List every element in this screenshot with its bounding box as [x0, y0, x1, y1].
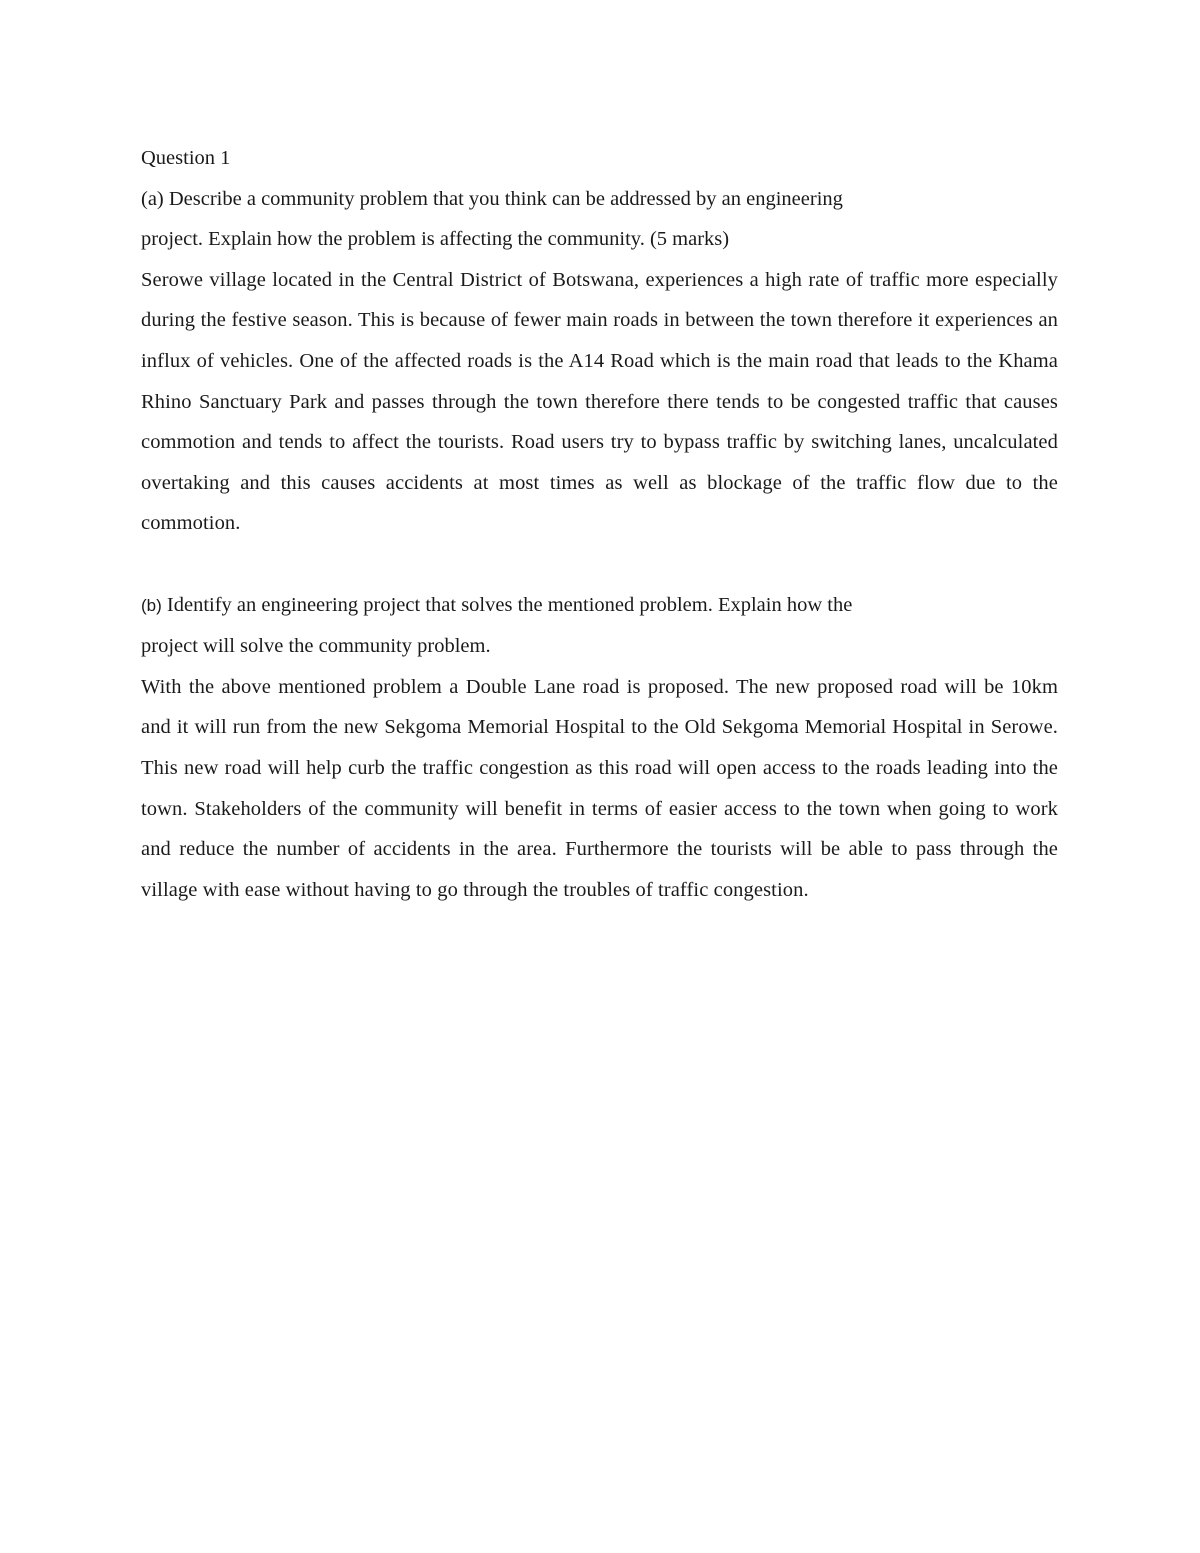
question-title: Question 1 [141, 147, 231, 169]
part-b-answer: With the above mentioned problem a Double Lane road is proposed. The new proposed road will be 10km and it will run from the new Sekgoma Memorial Hospital to the Old Sekgoma Memorial Hospital in Serowe. This new road will help curb the traffic congestion as this road will open access to the roads leading into the town. Stakeholders of the community will benefit in terms of easier access to the town when going to work and reduce the number of accidents in the area. Furthermore the tourists will be able to pass through the village with ease without having to go through the troubles of traffic congestion. [141, 675, 1058, 901]
part-b-prompt-text: Identify an engineering project that solves the mentioned problem. Explain how the [166, 593, 853, 616]
paragraph-gap [141, 544, 1058, 585]
part-b-prompt-line-1 [141, 585, 1058, 627]
part-a-prompt-line-2: project. Explain how the problem is affecting the community. (5 marks) [141, 228, 730, 251]
document-body [141, 138, 1058, 910]
part-b-label: (b) [141, 595, 162, 615]
part-b-prompt-line-2: project will solve the community problem. [141, 635, 491, 658]
part-a-answer: Serowe village located in the Central District of Botswana, experiences a high rate of traffic more especially during the festive season. This is because of fewer main roads in between the town therefore it experiences an influx of vehicles. One of the affected roads is the A14 Road which is the main road that leads to the Khama Rhino Sanctuary Park and passes through the town therefore there tends to be congested traffic that causes commotion and tends to affect the tourists. Road users try to bypass traffic by switching lanes, uncalculated overtaking and this causes accidents at most times as well as blockage of the traffic flow due to the commotion. [141, 268, 1058, 535]
part-a-prompt-line-1: (a) Describe a community problem that you think can be addressed by an engineering [141, 187, 843, 210]
